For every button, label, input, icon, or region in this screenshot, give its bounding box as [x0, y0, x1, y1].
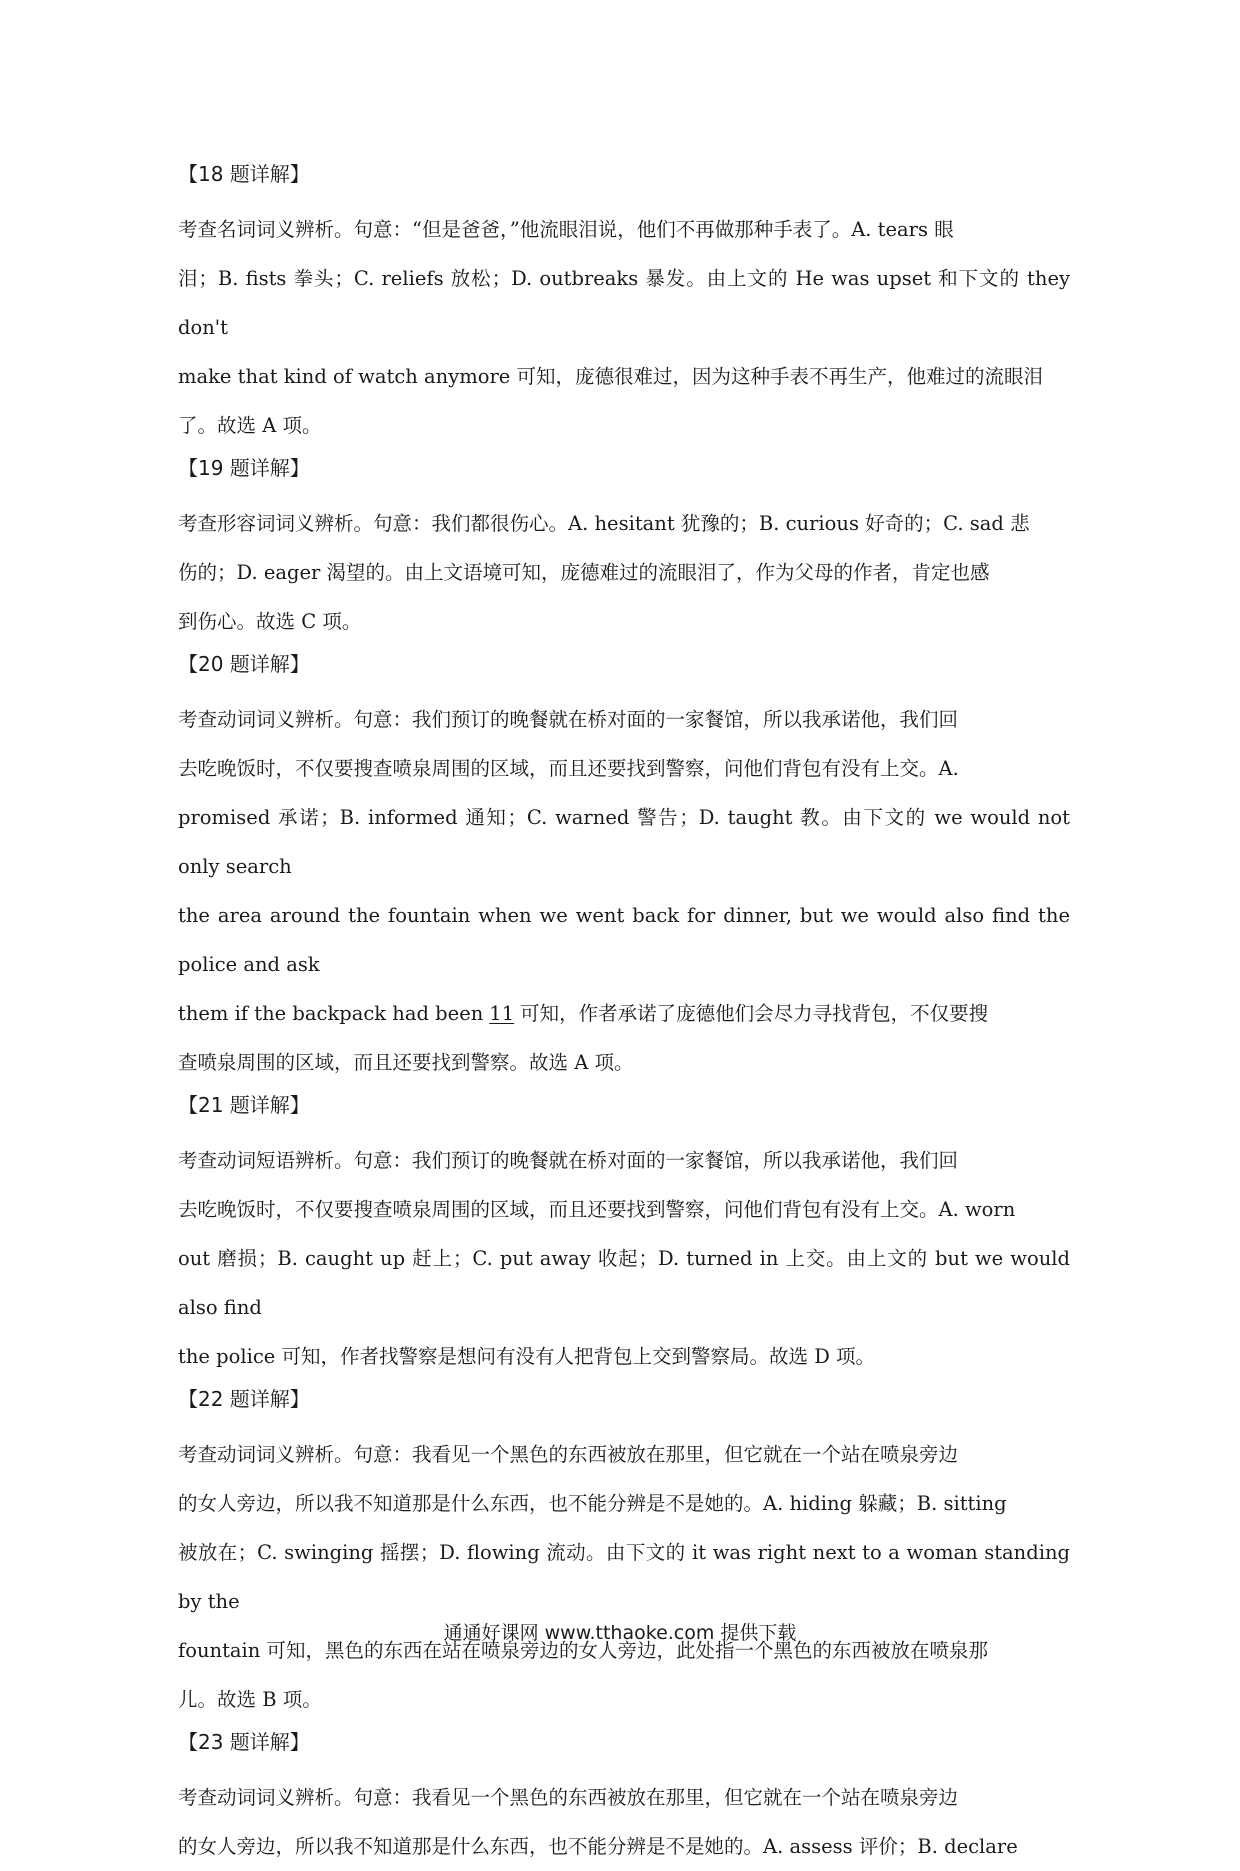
para-line: 泪；B. fists 拳头；C. reliefs 放松；D. outbreaks 暴发。由上文的 He was upset 和下文的 they don't [178, 267, 1070, 339]
section-heading: 【20 题详解】 [178, 652, 310, 676]
blank-value: 11 [489, 1002, 515, 1025]
section-23 [178, 1724, 1070, 1871]
section-heading: 【23 题详解】 [178, 1730, 310, 1754]
para-line: out 磨损；B. caught up 赶上；C. put away 收起；D. turned in 上交。由上文的 but we would also find [178, 1247, 1070, 1319]
para-line: the police 可知，作者找警察是想问有没有人把背包上交到警察局。故选 D 项。 [178, 1345, 876, 1368]
section-heading: 【22 题详解】 [178, 1387, 310, 1411]
para-line: 去吃晚饭时，不仅要搜查喷泉周围的区域，而且还要找到警察，问他们背包有没有上交。A. worn [178, 1198, 1016, 1221]
blank-line-post: 可知，作者承诺了庞德他们会尽力寻找背包，不仅要搜 [520, 1002, 989, 1025]
section-heading: 【19 题详解】 [178, 456, 310, 480]
para-line: 考查动词短语辨析。句意：我们预订的晚餐就在桥对面的一家餐馆，所以我承诺他，我们回 [178, 1149, 959, 1172]
section-22 [178, 1381, 1070, 1724]
para-line: 考查名词词义辨析。句意：“但是爸爸，”他流眼泪说，他们不再做那种手表了。A. tears 眼 [178, 218, 954, 241]
para-line: 的女人旁边，所以我不知道那是什么东西，也不能分辨是不是她的。A. hiding 躲藏；B. sitting [178, 1492, 1007, 1515]
section-20 [178, 646, 1070, 1087]
para-line: 被放在；C. swinging 摇摆；D. flowing 流动。由下文的 it was right next to a woman standing by the [178, 1541, 1070, 1613]
page-footer: 通通好课网 www.tthaoke.com 提供下载 [443, 1622, 797, 1644]
section-21 [178, 1087, 1070, 1381]
para-line-with-blank [178, 989, 1070, 1038]
para-line: promised 承诺；B. informed 通知；C. warned 警告；D. taught 教。由下文的 we would not only search [178, 806, 1070, 878]
para-line: 到伤心。故选 C 项。 [178, 610, 362, 633]
para-line: 了。故选 A 项。 [178, 414, 322, 437]
para-line: 伤的；D. eager 渴望的。由上文语境可知，庞德难过的流眼泪了，作为父母的作者，肯定也感 [178, 561, 990, 584]
para-line: the area around the fountain when we went back for dinner, but we would also find the police and ask [178, 904, 1070, 976]
para-line: fountain 可知，黑色的东西在站在喷泉旁边的女人旁边，此处指一个黑色的东西被放在喷泉那 [178, 1639, 989, 1662]
para-line: make that kind of watch anymore 可知，庞德很难过，因为这种手表不再生产，他难过的流眼泪 [178, 365, 1043, 388]
para-line: 考查动词词义辨析。句意：我看见一个黑色的东西被放在那里，但它就在一个站在喷泉旁边 [178, 1786, 959, 1809]
para-line: 考查动词词义辨析。句意：我看见一个黑色的东西被放在那里，但它就在一个站在喷泉旁边 [178, 1443, 959, 1466]
section-18 [178, 156, 1070, 450]
para-line: 查喷泉周围的区域，而且还要找到警察。故选 A 项。 [178, 1051, 634, 1074]
document-body [178, 156, 1070, 1871]
para-line: 去吃晚饭时，不仅要搜查喷泉周围的区域，而且还要找到警察，问他们背包有没有上交。A. [178, 757, 959, 780]
para-line: 考查形容词词义辨析。句意：我们都很伤心。A. hesitant 犹豫的；B. curious 好奇的；C. sad 悲 [178, 512, 1030, 535]
blank-line-pre: them if the backpack had been [178, 1002, 484, 1025]
para-line: 儿。故选 B 项。 [178, 1688, 322, 1711]
para-line: 的女人旁边，所以我不知道那是什么东西，也不能分辨是不是她的。A. assess 评价；B. declare [178, 1835, 1018, 1858]
section-heading: 【21 题详解】 [178, 1093, 310, 1117]
section-heading: 【18 题详解】 [178, 162, 310, 186]
para-line: 考查动词词义辨析。句意：我们预订的晚餐就在桥对面的一家餐馆，所以我承诺他，我们回 [178, 708, 959, 731]
section-19 [178, 450, 1070, 646]
